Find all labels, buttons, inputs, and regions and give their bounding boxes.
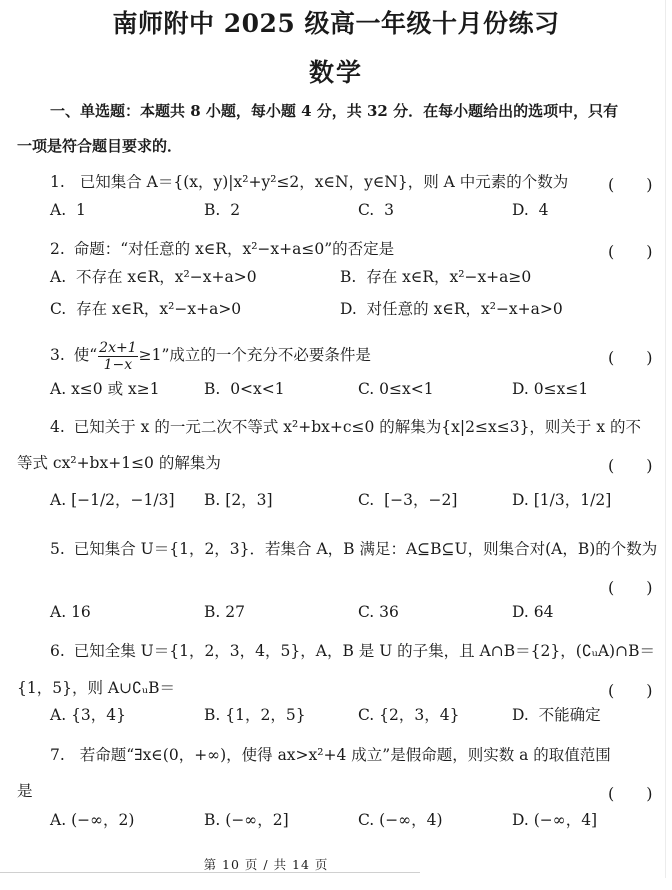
section-heading-line1: 一、单选题：本题共 8 小题，每小题 4 分，共 32 分．在每小题给出的选项中，只有 bbox=[50, 102, 619, 120]
question-stem: 命题：“对任意的 x∈R，x²−x+a≤0”的否定是 bbox=[73, 240, 395, 258]
option-c[interactable]: C. [−3，−2] bbox=[358, 491, 458, 509]
exam-page: 南师附中 2025 级高一年级十月份练习 数学 一、单选题：本题共 8 小题，每小题 4 分，共 32 分．在每小题给出的选项中，只有 一项是符合题目要求的． 1. 已知集合 A＝{(x，y)|x²+y²≤2，x∈N，y∈N}，则 A 中元素的个数为 ( ) A. 1 B. 2 C. 3 D. 4 2. 命题：“对任意的 x∈R，x²−x+a≤0”的否定是 ( ) A. 不存在 x∈R，x²−x+a>0 B. 存在 x∈R，x²−x+a≥0 C. 存在 x∈R，x²−x+a>0 D. 对任意的 x∈R，x²−x+a>0 3. 使“ $\frac{2x+1}{1-x}$ ≥1”成立的一个充分不必要条件是 ( ) A. x≤0 或 x≥1 B. 0<x<1 C. 0≤x<1 D. 0≤x≤1 4. 已知关于 x 的一元二次不等式 x²+bx+c≤0 的解集为{x|2≤x≤3}，则关于 x 的不 等式 cx²+bx+1≤0 的解集为 ( ) A. [−1/2，−1/3] B. [2，3] C. [−3，−2] D. [1/3，1/2] 5. 已知集合 U＝{1，2，3}．若集合 A，B 满足：A⊆B⊆U，则集合对(A，B)的个数为 ( ) A. 16 B. 27 C. 36 D. 64 6. 已知全集 U＝{1，2，3，4，5}，A，B 是 U 的子集，且 A∩B＝{2}，(∁ᵤA)∩B＝ {1，5}，则 A∪∁ᵤB＝ ( ) A. {3，4} B. {1，2，5} C. {2，3，4} D. 不能确定 7. 若命题“∃x∈(0，+∞)，使得 ax>x²+4 成立”是假命题，则实数 a 的取值范围 是 ( ) A. (−∞，2) B. (−∞，2] C. (−∞，4) D. (−∞，4] 第 10 页 / 共 14 页 bbox=[0, 0, 665, 878]
option-a[interactable]: A. x≤0 或 x≥1 bbox=[50, 380, 160, 398]
exam-subject: 数学 bbox=[308, 58, 363, 87]
option-c[interactable]: C. (−∞，4) bbox=[358, 811, 443, 829]
option-d[interactable]: D. 对任意的 x∈R，x²−x+a>0 bbox=[340, 300, 563, 318]
option-c[interactable]: C. 0≤x<1 bbox=[358, 380, 434, 398]
answer-blank[interactable]: ( ) bbox=[608, 175, 653, 194]
answer-blank[interactable]: ( ) bbox=[608, 578, 653, 597]
option-b[interactable]: B. (−∞，2] bbox=[204, 811, 289, 829]
section-heading-line2: 一项是符合题目要求的． bbox=[17, 137, 183, 155]
option-a[interactable]: A. [−1/2，−1/3] bbox=[50, 491, 175, 509]
footer-divider bbox=[0, 872, 420, 873]
question-stem-line1: 已知关于 x 的一元二次不等式 x²+bx+c≤0 的解集为{x|2≤x≤3}，则关于 x 的不 bbox=[73, 418, 642, 436]
option-b[interactable]: B. 2 bbox=[204, 201, 241, 219]
option-b[interactable]: B. 存在 x∈R，x²−x+a≥0 bbox=[340, 268, 532, 286]
option-d[interactable]: D. (−∞，4] bbox=[512, 811, 598, 829]
question-number: 6. bbox=[50, 642, 65, 660]
option-d[interactable]: D. 64 bbox=[512, 603, 554, 621]
question-number: 4. bbox=[50, 418, 65, 436]
option-a[interactable]: A. 1 bbox=[50, 201, 86, 219]
option-d[interactable]: D. [1/3，1/2] bbox=[512, 491, 612, 509]
question-number: 5. bbox=[50, 540, 65, 558]
option-d[interactable]: D. 0≤x≤1 bbox=[512, 380, 589, 398]
option-b[interactable]: B. 0<x<1 bbox=[204, 380, 285, 398]
option-d[interactable]: D. 4 bbox=[512, 201, 549, 219]
question-stem-line2: 是 bbox=[17, 782, 33, 800]
option-a[interactable]: A. (−∞，2) bbox=[50, 811, 135, 829]
page-indicator: 第 10 页 / 共 14 页 bbox=[203, 857, 329, 872]
answer-blank[interactable]: ( ) bbox=[608, 242, 653, 261]
option-b[interactable]: B. {1，2，5} bbox=[204, 706, 306, 724]
option-d[interactable]: D. 不能确定 bbox=[512, 706, 601, 724]
exam-title: 南师附中 2025 级高一年级十月份练习 bbox=[112, 9, 560, 38]
option-b[interactable]: B. 27 bbox=[204, 603, 245, 621]
option-b[interactable]: B. [2，3] bbox=[204, 491, 273, 509]
option-a[interactable]: A. {3，4} bbox=[50, 706, 127, 724]
option-c[interactable]: C. 存在 x∈R，x²−x+a>0 bbox=[50, 300, 242, 318]
fraction: $\frac{2x+1}{1-x}$ bbox=[99, 339, 137, 373]
question-stem-line1: 若命题“∃x∈(0，+∞)，使得 ax>x²+4 成立”是假命题，则实数 a 的取值范围 bbox=[79, 746, 611, 764]
question-number: 3. bbox=[50, 346, 65, 364]
answer-blank[interactable]: ( ) bbox=[608, 681, 653, 700]
page-edge-divider bbox=[665, 0, 666, 878]
answer-blank[interactable]: ( ) bbox=[608, 348, 653, 367]
question-number: 7. bbox=[50, 746, 65, 764]
question-stem-line1: 已知全集 U＝{1，2，3，4，5}，A，B 是 U 的子集，且 A∩B＝{2}，(∁ᵤA)∩B＝ bbox=[73, 642, 655, 660]
option-a[interactable]: A. 不存在 x∈R，x²−x+a>0 bbox=[50, 268, 257, 286]
question-number: 2. bbox=[50, 240, 65, 258]
option-c[interactable]: C. 36 bbox=[358, 603, 399, 621]
option-c[interactable]: C. 3 bbox=[358, 201, 394, 219]
question-number: 1. bbox=[50, 173, 65, 191]
option-a[interactable]: A. 16 bbox=[50, 603, 91, 621]
option-c[interactable]: C. {2，3，4} bbox=[358, 706, 460, 724]
answer-blank[interactable]: ( ) bbox=[608, 784, 653, 803]
question-stem: 已知集合 U＝{1，2，3}．若集合 A，B 满足：A⊆B⊆U，则集合对(A，B)的个数为 bbox=[73, 540, 658, 558]
question-stem: 已知集合 A＝{(x，y)|x²+y²≤2，x∈N，y∈N}，则 A 中元素的个数为 bbox=[79, 173, 569, 191]
question-stem-line2: {1，5}，则 A∪∁ᵤB＝ bbox=[17, 679, 175, 697]
question-stem-line2: 等式 cx²+bx+1≤0 的解集为 bbox=[17, 454, 221, 472]
answer-blank[interactable]: ( ) bbox=[608, 456, 653, 475]
